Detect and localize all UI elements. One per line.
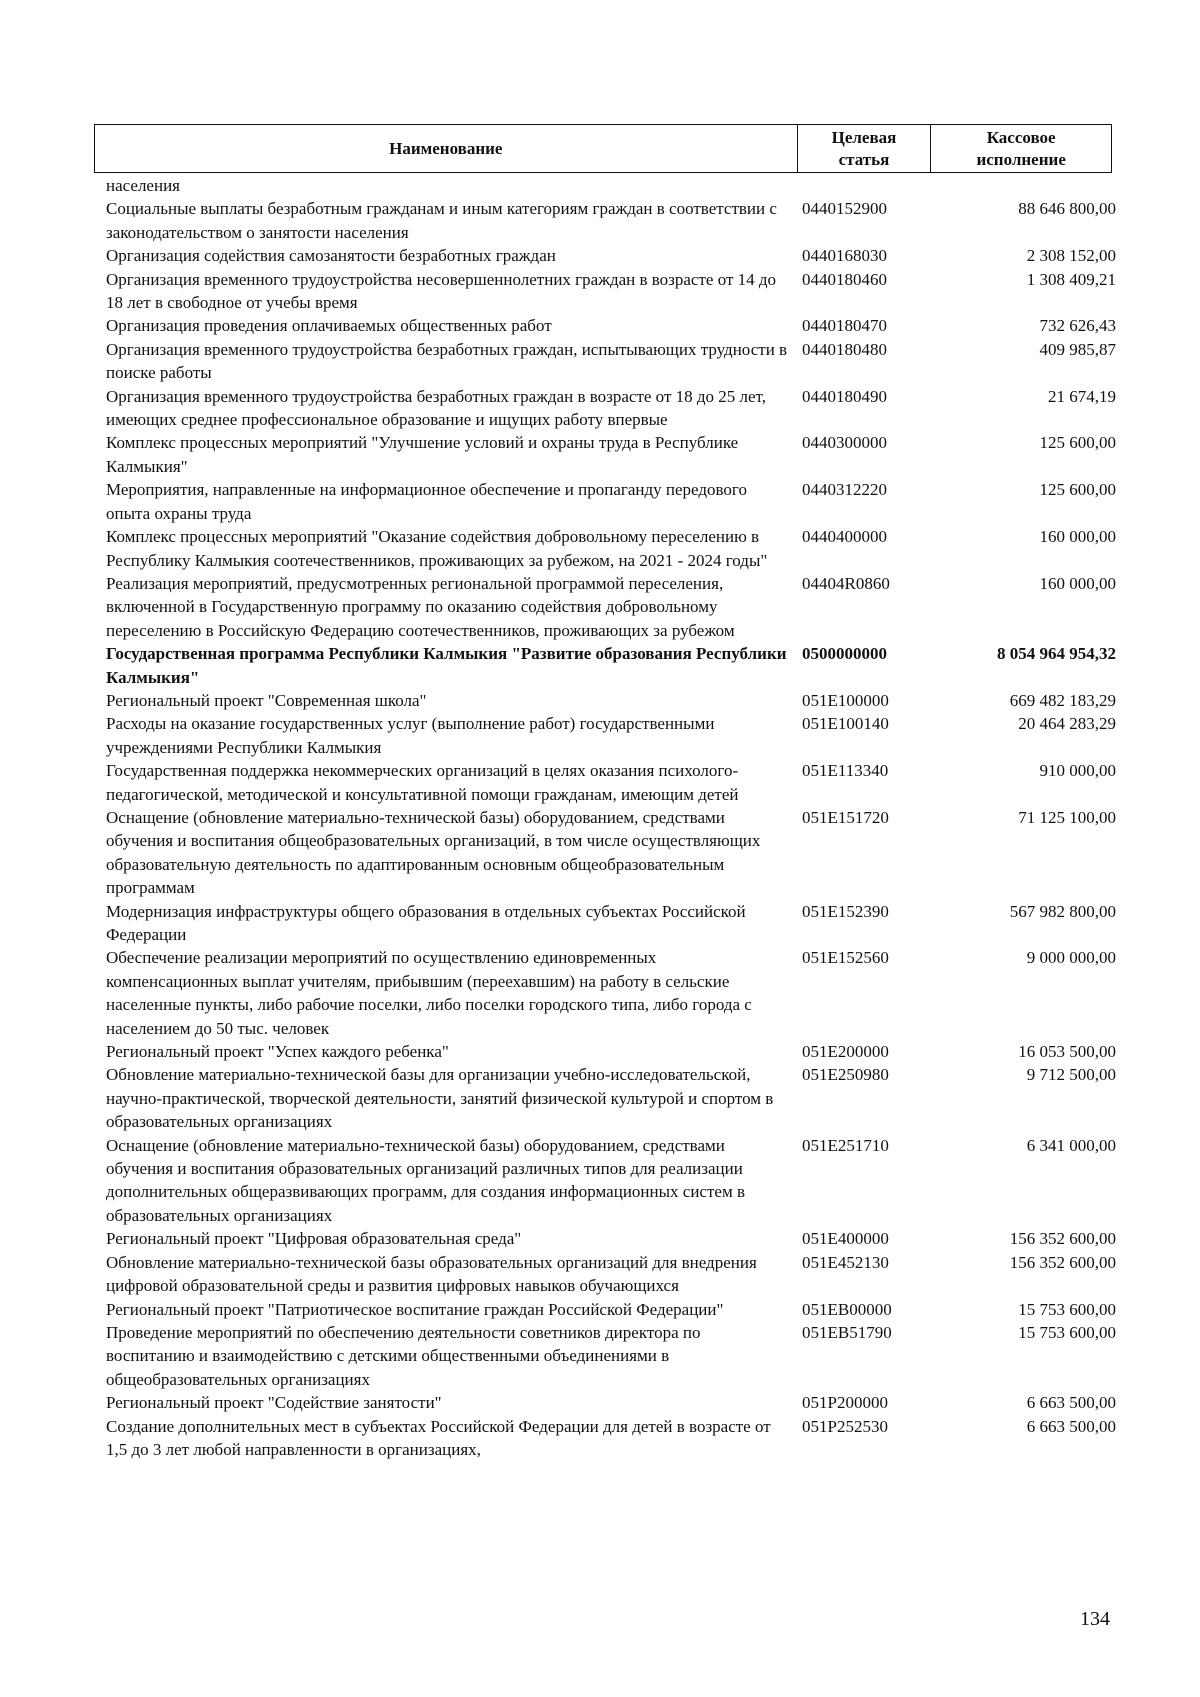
row-code bbox=[800, 174, 936, 197]
row-amount: 669 482 183,29 bbox=[1009, 690, 1116, 710]
row-code: 051P252530 bbox=[802, 1416, 888, 1436]
table-row bbox=[106, 268, 1116, 315]
table-row bbox=[106, 642, 1116, 689]
row-name: Модернизация инфраструктуры общего образования в отдельных субъектах Российской Федерации bbox=[106, 901, 746, 944]
row-name: Проведение мероприятий по обеспечению деятельности советников директора по воспитанию и взаимодействию с детскими общественными объединениями в общеобразовательных организациях bbox=[106, 1322, 701, 1389]
row-code: 051E152560 bbox=[802, 948, 889, 968]
row-name: Реализация мероприятий, предусмотренных региональной программой переселения, включенной в Государственную программу по оказанию содействия добровольному переселению в Российскую Федерацию соотечественников, проживающих за рубежом bbox=[106, 573, 735, 640]
table-row bbox=[106, 900, 1116, 947]
row-code: 051E151720 bbox=[802, 807, 889, 827]
row-amount: 6 341 000,00 bbox=[1026, 1135, 1116, 1155]
row-amount: 732 626,43 bbox=[1039, 316, 1116, 336]
row-code: 0440300000 bbox=[802, 433, 887, 453]
row-amount: 160 000,00 bbox=[1039, 573, 1116, 593]
row-amount: 20 464 283,29 bbox=[1018, 714, 1116, 734]
table-row bbox=[106, 1391, 1116, 1414]
row-name: Социальные выплаты безработным гражданам и иным категориям граждан в соответствии с законодательством о занятости населения bbox=[106, 199, 777, 242]
table-row bbox=[106, 197, 1116, 244]
table-row bbox=[106, 431, 1116, 478]
row-code: 051E113340 bbox=[802, 761, 889, 781]
row-code: 051E251710 bbox=[802, 1135, 889, 1155]
table-row bbox=[106, 385, 1116, 432]
row-name: Комплекс процессных мероприятий "Оказание содействия добровольному переселению в Республику Калмыкия соотечественников, проживающих за рубежом, на 2021 - 2024 годы" bbox=[106, 527, 768, 570]
row-code: 0440180480 bbox=[802, 339, 887, 359]
row-name: Организация временного трудоустройства несовершеннолетних граждан в возрасте от 14 до 18 лет в свободное от учебы время bbox=[106, 269, 777, 313]
row-code: 0440312220 bbox=[802, 480, 887, 500]
row-amount: 9 000 000,00 bbox=[1026, 948, 1116, 968]
row-name: Мероприятия, направленные на информационное обеспечение и пропаганду передового опыта охраны труда bbox=[106, 480, 747, 523]
row-code: 051E100140 bbox=[802, 714, 889, 734]
row-code: 0500000000 bbox=[802, 644, 887, 664]
table-row bbox=[106, 244, 1116, 267]
row-name: Организация проведения оплачиваемых общественных работ bbox=[106, 316, 552, 336]
row-amount: 125 600,00 bbox=[1039, 433, 1116, 453]
row-code: 0440168030 bbox=[802, 246, 887, 266]
row-amount: 160 000,00 bbox=[1039, 527, 1116, 547]
row-amount: 6 663 500,00 bbox=[1026, 1393, 1116, 1413]
row-name: Организация временного трудоустройства безработных граждан, испытывающих трудности в поиске работы bbox=[106, 339, 788, 383]
row-amount bbox=[936, 174, 1116, 197]
table-row bbox=[106, 689, 1116, 712]
row-code: 0440152900 bbox=[802, 199, 887, 219]
row-amount: 15 753 600,00 bbox=[1018, 1299, 1116, 1319]
row-name: Создание дополнительных мест в субъектах Российской Федерации для детей в возрасте от 1,5 до 3 лет любой направленности в организациях, bbox=[106, 1416, 771, 1459]
row-amount: 1 308 409,21 bbox=[1026, 269, 1116, 289]
row-name: Обновление материально-технической базы образовательных организаций для внедрения цифровой образовательной среды и развития цифровых навыков обучающихся bbox=[106, 1252, 757, 1296]
row-amount: 125 600,00 bbox=[1039, 480, 1116, 500]
row-amount: 567 982 800,00 bbox=[1009, 901, 1116, 921]
row-name: Оснащение (обновление материально-технической базы) оборудованием, средствами обучения и воспитания образовательных организаций различных типов для реализации дополнительных общеразвивающих программ, для создания информационных систем в образовательных организациях bbox=[106, 1135, 745, 1225]
table-body bbox=[106, 174, 1116, 1461]
row-code: 051P200000 bbox=[802, 1393, 888, 1413]
table-row bbox=[106, 806, 1116, 900]
row-amount: 71 125 100,00 bbox=[1018, 807, 1116, 827]
row-amount: 156 352 600,00 bbox=[1009, 1252, 1116, 1272]
header-code: Целевая статья bbox=[798, 125, 932, 172]
table-row bbox=[106, 525, 1116, 572]
table-row bbox=[106, 1415, 1116, 1462]
header-name: Наименование bbox=[95, 125, 798, 172]
row-code: 051EB00000 bbox=[802, 1299, 892, 1319]
row-amount: 6 663 500,00 bbox=[1026, 1416, 1116, 1436]
table-row bbox=[106, 1321, 1116, 1391]
table-row bbox=[106, 1298, 1116, 1321]
page-number: 134 bbox=[1080, 1608, 1110, 1630]
row-code: 0440180490 bbox=[802, 386, 887, 406]
row-name: Организация временного трудоустройства безработных граждан в возрасте от 18 до 25 лет, имеющих среднее профессиональное образование и ищущих работу впервые bbox=[106, 386, 766, 430]
table-row bbox=[106, 712, 1116, 759]
row-amount: 8 054 964 954,32 bbox=[997, 644, 1116, 664]
row-amount: 156 352 600,00 bbox=[1009, 1229, 1116, 1249]
table-header bbox=[94, 124, 1112, 173]
row-name: Государственная программа Республики Калмыкия "Развитие образования Республики Калмыкия" bbox=[106, 644, 787, 687]
row-code: 0440400000 bbox=[802, 527, 887, 547]
row-name: населения bbox=[106, 176, 180, 195]
row-code: 051E452130 bbox=[802, 1252, 889, 1272]
row-code: 051E250980 bbox=[802, 1065, 889, 1085]
row-name: Организация содействия самозанятости безработных граждан bbox=[106, 246, 556, 266]
row-name: Государственная поддержка некоммерческих организаций в целях оказания психолого-педагогической, методической и консультативной помощи гражданам, имеющим детей bbox=[106, 761, 739, 804]
row-name: Оснащение (обновление материально-технической базы) оборудованием, средствами обучения и воспитания общеобразовательных организаций, в том числе осуществляющих образовательную деятельность по адаптированным основным общеобразовательным программам bbox=[106, 807, 761, 898]
row-name: Региональный проект "Патриотическое воспитание граждан Российской Федерации" bbox=[106, 1299, 724, 1319]
row-code: 051E400000 bbox=[802, 1229, 889, 1249]
row-name: Комплекс процессных мероприятий "Улучшение условий и охраны труда в Республике Калмыкия" bbox=[106, 433, 739, 476]
row-amount: 9 712 500,00 bbox=[1026, 1065, 1116, 1085]
row-amount: 16 053 500,00 bbox=[1018, 1042, 1116, 1062]
row-name: Региональный проект "Успех каждого ребенка" bbox=[106, 1042, 449, 1062]
row-code: 0440180470 bbox=[802, 316, 887, 336]
table-row bbox=[106, 759, 1116, 806]
row-code: 051E200000 bbox=[802, 1042, 889, 1062]
table-row bbox=[106, 314, 1116, 337]
row-name: Региональный проект "Содействие занятости" bbox=[106, 1393, 442, 1413]
table-row bbox=[106, 174, 1116, 197]
row-name: Региональный проект "Современная школа" bbox=[106, 690, 427, 710]
row-amount: 15 753 600,00 bbox=[1018, 1322, 1116, 1342]
row-name: Обновление материально-технической базы для организации учебно-исследовательской, научно-практической, творческой деятельности, занятий физической культурой и спортом в образовательных организациях bbox=[106, 1065, 774, 1132]
row-code: 0440180460 bbox=[802, 269, 887, 289]
table-row bbox=[106, 1227, 1116, 1250]
row-amount: 409 985,87 bbox=[1039, 339, 1116, 359]
row-code: 051EB51790 bbox=[802, 1322, 892, 1342]
row-code: 051E100000 bbox=[802, 690, 889, 710]
table-row bbox=[106, 572, 1116, 642]
row-amount: 21 674,19 bbox=[1048, 386, 1116, 406]
table-row bbox=[106, 338, 1116, 385]
table-row bbox=[106, 946, 1116, 1040]
row-name: Обеспечение реализации мероприятий по осуществлению единовременных компенсационных выплат учителям, прибывшим (переехавшим) на работу в сельские населенные пункты, либо рабочие поселки, либо поселки городского типа, либо города с населением до 50 тыс. человек bbox=[106, 948, 752, 1038]
row-amount: 910 000,00 bbox=[1039, 761, 1116, 781]
row-name: Региональный проект "Цифровая образовательная среда" bbox=[106, 1229, 522, 1249]
table-row bbox=[106, 1063, 1116, 1133]
row-name: Расходы на оказание государственных услуг (выполнение работ) государственными учреждениями Республики Калмыкия bbox=[106, 714, 715, 757]
row-amount: 88 646 800,00 bbox=[1018, 199, 1116, 219]
row-code: 04404R0860 bbox=[802, 573, 890, 593]
table-row bbox=[106, 478, 1116, 525]
header-amount: Кассовое исполнение bbox=[976, 127, 1066, 169]
row-amount: 2 308 152,00 bbox=[1026, 246, 1116, 266]
table-row bbox=[106, 1251, 1116, 1298]
table-row bbox=[106, 1134, 1116, 1228]
table-row bbox=[106, 1040, 1116, 1063]
row-code: 051E152390 bbox=[802, 901, 889, 921]
